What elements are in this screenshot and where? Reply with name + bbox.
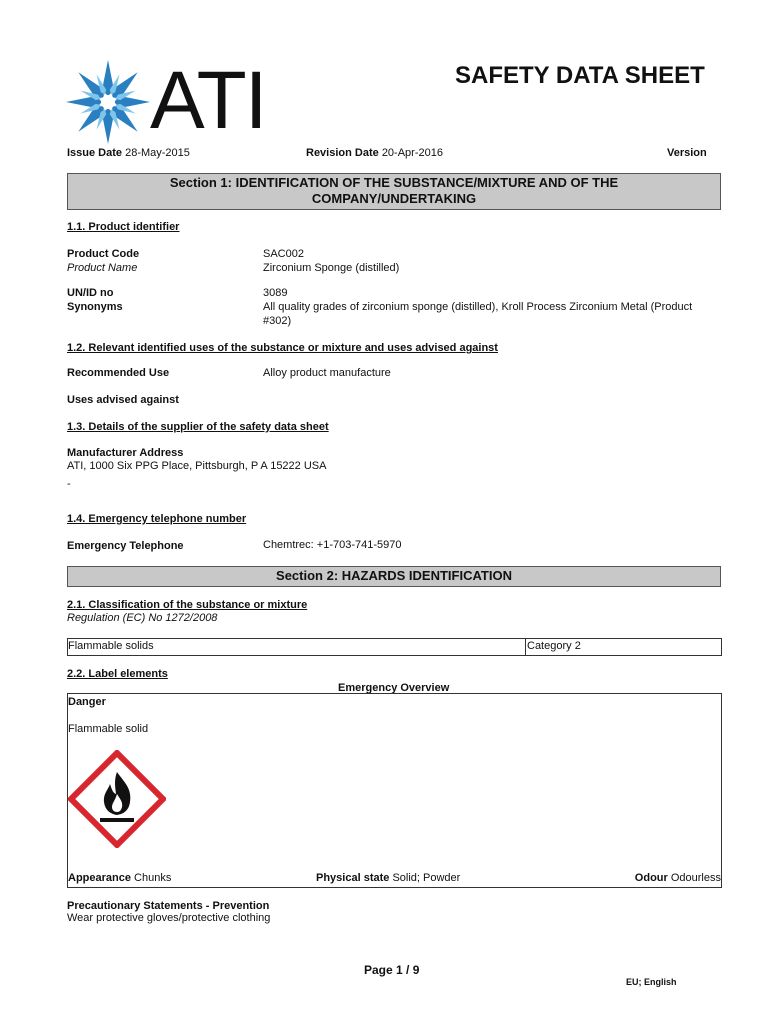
issue-date-row xyxy=(67,147,190,159)
classification-hazard-cell: Flammable solids xyxy=(68,640,154,652)
classification-divider xyxy=(525,639,526,655)
physical-state-value: Solid; Powder xyxy=(392,872,461,884)
locale-label: EU; English xyxy=(626,977,677,987)
address-dash: - xyxy=(67,478,71,490)
odour-value: Odourless xyxy=(670,872,721,884)
section-2-title: Section 2: HAZARDS IDENTIFICATION xyxy=(276,568,512,583)
unid-value: 3089 xyxy=(263,287,288,299)
issue-date-value: 28-May-2015 xyxy=(125,147,190,159)
section-1-title-line2: COMPANY/UNDERTAKING xyxy=(311,191,477,206)
synonyms-label: Synonyms xyxy=(67,301,123,313)
subsection-1-1-heading: 1.1. Product identifier xyxy=(67,221,180,233)
signal-word: Danger xyxy=(68,696,106,708)
product-code-value: SAC002 xyxy=(263,248,304,260)
recommended-use-label: Recommended Use xyxy=(67,367,170,379)
precautionary-statements-heading: Precautionary Statements - Prevention xyxy=(67,900,270,912)
issue-date-label: Issue Date xyxy=(67,147,123,159)
subsection-1-2-heading: 1.2. Relevant identified uses of the substance or mixture and uses advised against xyxy=(67,342,498,354)
page-number: Page 1 / 9 xyxy=(364,963,420,977)
emergency-telephone-value: Chemtrec: +1-703-741-5970 xyxy=(263,539,402,551)
appearance-value: Chunks xyxy=(134,872,172,884)
hazard-statement: Flammable solid xyxy=(68,723,149,735)
appearance-label: Appearance xyxy=(68,872,131,884)
ati-logo-text: ATI xyxy=(150,55,266,146)
subsection-2-1-heading: 2.1. Classification of the substance or mixture xyxy=(67,599,308,611)
revision-date-value: 20-Apr-2016 xyxy=(381,147,443,159)
emergency-telephone-label: Emergency Telephone xyxy=(67,540,184,552)
label-elements-box xyxy=(67,693,722,888)
appearance-row xyxy=(68,872,171,884)
physical-state-label: Physical state xyxy=(316,872,390,884)
section-1-title-line1: Section 1: IDENTIFICATION OF THE SUBSTANCE/MIXTURE AND OF THE xyxy=(169,175,619,190)
subsection-1-4-heading: 1.4. Emergency telephone number xyxy=(67,513,247,525)
classification-table xyxy=(67,638,722,656)
regulation-text: Regulation (EC) No 1272/2008 xyxy=(67,612,218,624)
recommended-use-value: Alloy product manufacture xyxy=(263,367,391,379)
odour-row xyxy=(635,872,721,884)
subsection-2-2-heading: 2.2. Label elements xyxy=(67,668,168,680)
section-2-header xyxy=(67,566,721,587)
synonyms-line1: All quality grades of zirconium sponge (distilled), Kroll Process Zirconium Metal (Product xyxy=(263,301,693,313)
uses-advised-against-label: Uses advised against xyxy=(67,394,179,406)
manufacturer-address-label: Manufacturer Address xyxy=(67,447,184,459)
unid-label: UN/ID no xyxy=(67,287,114,299)
product-name-label: Product Name xyxy=(67,262,138,274)
emergency-overview-heading: Emergency Overview xyxy=(338,682,450,694)
section-1-header xyxy=(67,173,721,210)
odour-label: Odour xyxy=(634,872,668,884)
manufacturer-address-value: ATI, 1000 Six PPG Place, Pittsburgh, P A 15222 USA xyxy=(67,460,327,472)
revision-date-row xyxy=(306,147,443,159)
ati-logo-star-icon xyxy=(66,60,150,147)
synonyms-line2: #302) xyxy=(263,315,292,327)
classification-category-cell: Category 2 xyxy=(527,640,581,652)
physical-state-row xyxy=(316,872,460,884)
version-label: Version xyxy=(667,147,707,159)
product-code-label: Product Code xyxy=(67,248,140,260)
flammable-pictogram-icon xyxy=(68,750,166,851)
subsection-1-3-heading: 1.3. Details of the supplier of the safety data sheet xyxy=(67,421,329,433)
product-name-value: Zirconium Sponge (distilled) xyxy=(263,262,400,274)
precautionary-statement-text: Wear protective gloves/protective clothing xyxy=(67,912,271,924)
document-title: SAFETY DATA SHEET xyxy=(455,62,705,89)
revision-date-label: Revision Date xyxy=(306,147,379,159)
